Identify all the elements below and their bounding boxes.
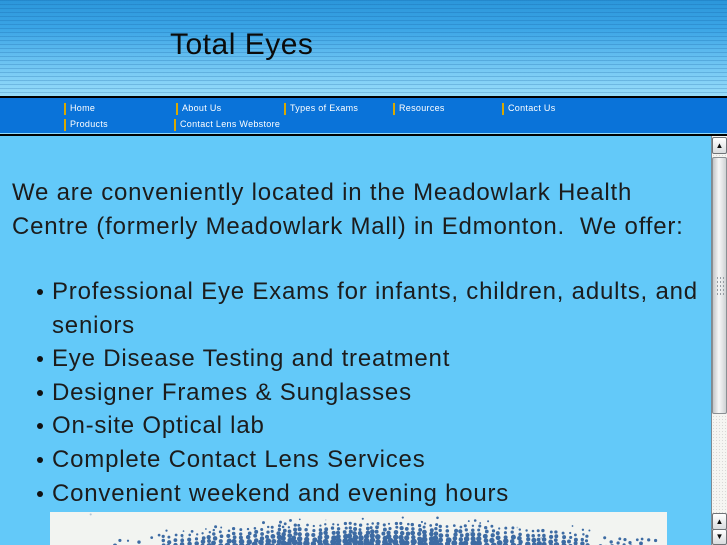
intro-paragraph: We are conveniently located in the Meadowlark Health Centre (formerly Meadowlark Mall) in Edmonton. We offer: [12,179,684,240]
list-item: Professional Eye Exams for infants, children, adults, and seniors [12,275,712,342]
page-title: Total Eyes [170,28,314,61]
list-item: Convenient weekend and evening hours [12,477,712,511]
vertical-scrollbar[interactable] [711,136,727,545]
offers-list [12,275,712,510]
banner [0,0,727,96]
nav-item-types-of-exams[interactable]: Types of Exams [284,103,358,115]
scroll-up-button-bottom[interactable] [712,513,727,530]
scrollbar-grip-icon [716,276,725,297]
halftone-dots-svg [50,512,667,545]
arrow-down-icon: ▼ [715,532,724,541]
halftone-logo-image [50,512,667,545]
scrollbar-thumb[interactable] [712,157,727,414]
arrow-up-icon: ▲ [715,516,724,526]
nav-item-products[interactable]: Products [64,119,108,131]
scroll-up-button[interactable] [712,137,727,154]
nav-item-contact-us[interactable]: Contact Us [502,103,556,115]
scroll-down-button[interactable] [712,529,727,545]
list-item: Complete Contact Lens Services [12,443,712,477]
list-item: Eye Disease Testing and treatment [12,342,712,376]
list-item: On-site Optical lab [12,409,712,443]
nav-item-about-us[interactable]: About Us [176,103,221,115]
nav-item-home[interactable]: Home [64,103,95,115]
arrow-up-icon: ▲ [715,140,724,150]
list-item: Designer Frames & Sunglasses [12,376,712,410]
nav-item-resources[interactable]: Resources [393,103,445,115]
nav-item-contact-lens-webstore[interactable]: Contact Lens Webstore [174,119,280,131]
main-content [0,136,727,545]
nav-bar [0,98,727,133]
